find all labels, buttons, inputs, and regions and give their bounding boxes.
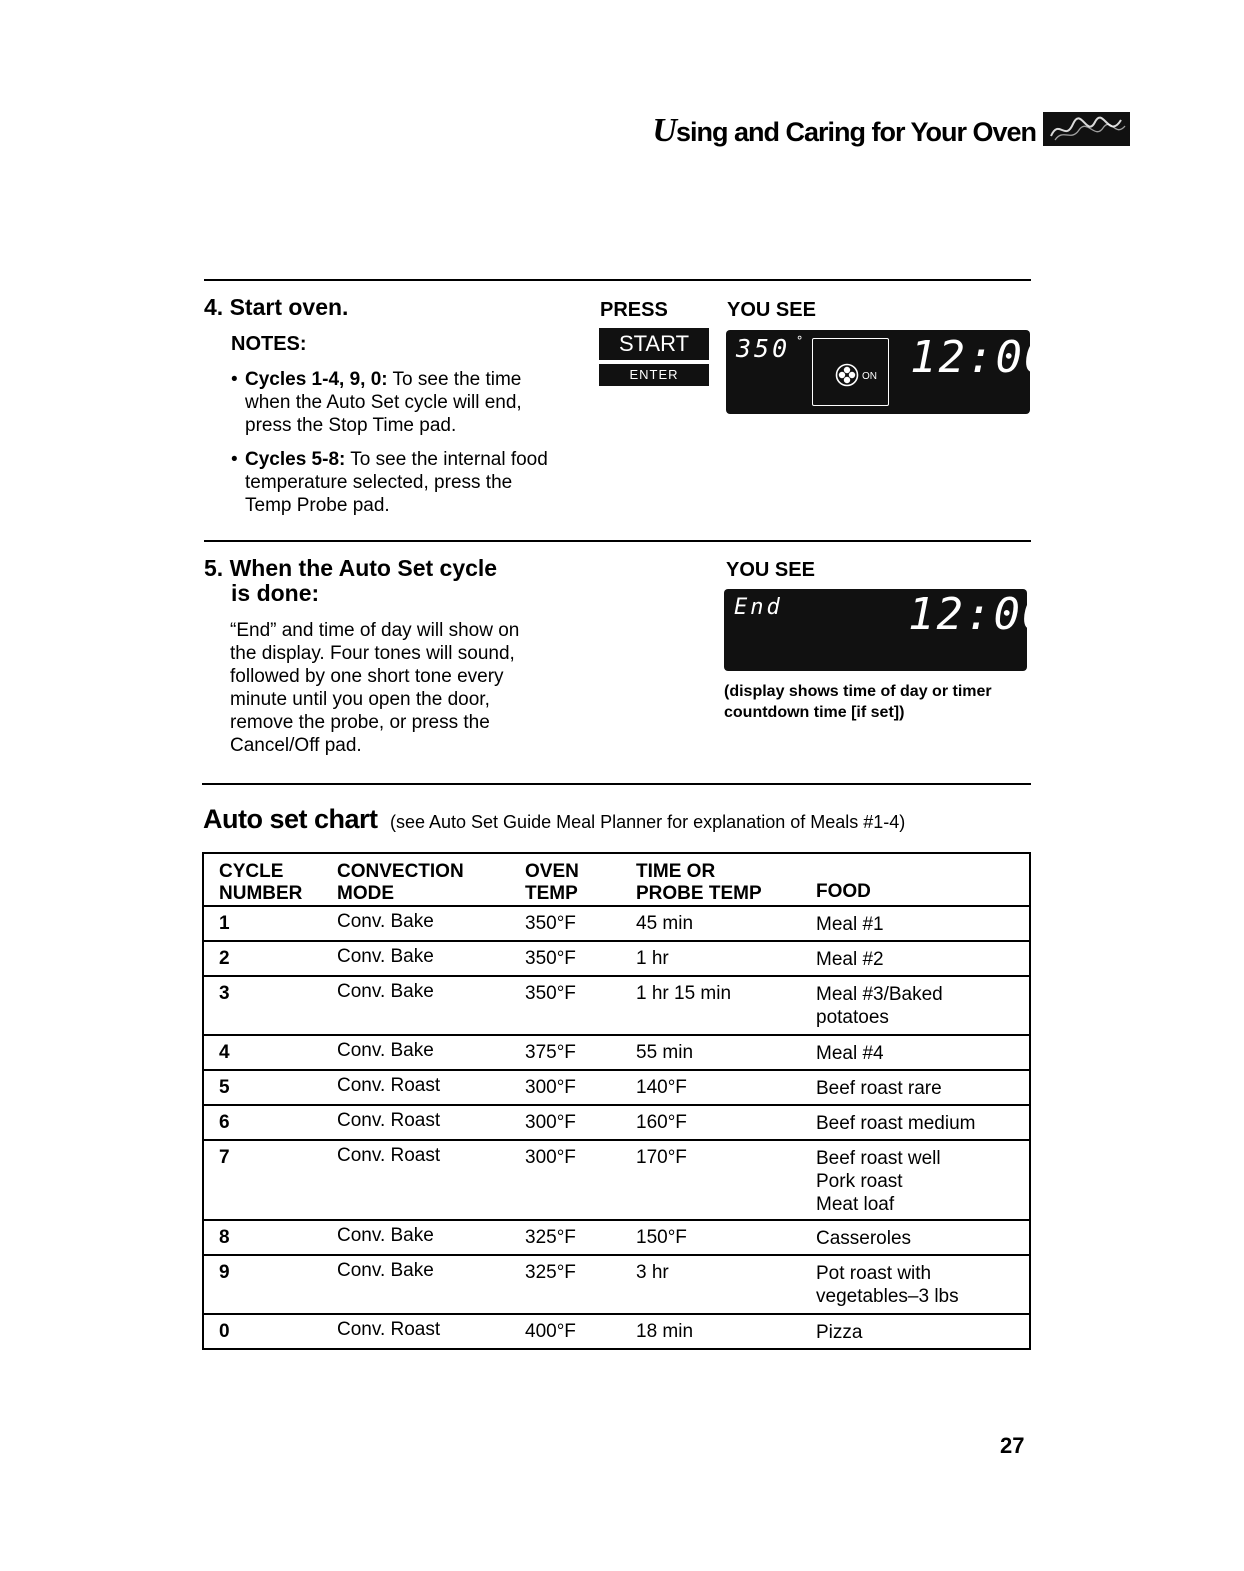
table-row: [203, 976, 1030, 1035]
food-line: Meal #3/Baked: [816, 984, 943, 1005]
oven-display-step4: [726, 330, 1053, 414]
food-line: Meat loaf: [816, 1194, 895, 1215]
cell-convection-mode: Conv. Bake: [337, 946, 434, 967]
chart-heading: [203, 804, 905, 835]
note2-bold: Cycles 5-8:: [245, 449, 346, 470]
header-oven-temp: OVEN TEMP: [525, 861, 579, 904]
header-title-initial: U: [652, 112, 676, 149]
display-on-label: ON: [862, 371, 877, 382]
food-line: Pot roast with: [816, 1263, 932, 1284]
table-row: [203, 1220, 1030, 1255]
cell-food: [816, 1220, 1030, 1255]
cell-cycle-number: 9: [219, 1262, 230, 1283]
start-pad-button: START: [599, 328, 709, 360]
food-line: Meal #4: [816, 1043, 884, 1064]
cell-food: [816, 906, 1030, 941]
cell-oven-temp: 400°F: [525, 1321, 576, 1342]
cell-time-probe-temp: 160°F: [636, 1112, 687, 1133]
cell-food: [816, 1035, 1030, 1070]
section-divider: [204, 279, 1031, 281]
header-time-probe-temp: TIME OR PROBE TEMP: [636, 861, 762, 904]
display-degree: °: [796, 334, 804, 348]
oven-display-step5: [724, 589, 1051, 671]
display-clock: 12:00: [910, 332, 1053, 383]
cell-time-probe-temp: 1 hr 15 min: [636, 983, 732, 1004]
notes-label: NOTES:: [231, 333, 307, 355]
display-temp-readout: 350: [736, 334, 791, 363]
section-divider: [202, 783, 1031, 785]
fan-icon: [835, 363, 859, 387]
cell-food: [816, 1255, 1030, 1314]
cell-oven-temp: 375°F: [525, 1042, 576, 1063]
cell-cycle-number: 8: [219, 1227, 230, 1248]
page-header-title: [652, 112, 1036, 150]
cell-food: [816, 1105, 1030, 1140]
cell-convection-mode: Conv. Bake: [337, 1040, 434, 1061]
food-line: Pizza: [816, 1322, 863, 1343]
cell-time-probe-temp: 3 hr: [636, 1262, 669, 1283]
cell-cycle-number: 2: [219, 948, 230, 969]
food-line: potatoes: [816, 1007, 889, 1028]
table-header-row: [203, 853, 1030, 906]
table-row: [203, 1035, 1030, 1070]
cell-convection-mode: Conv. Bake: [337, 981, 434, 1002]
cell-food: [816, 1314, 1030, 1349]
cell-time-probe-temp: 18 min: [636, 1321, 694, 1342]
cell-cycle-number: 1: [219, 913, 230, 934]
cell-time-probe-temp: 140°F: [636, 1077, 687, 1098]
table-row: [203, 1255, 1030, 1314]
page-number: 27: [1000, 1433, 1025, 1458]
cell-convection-mode: Conv. Bake: [337, 1225, 434, 1246]
step4-notes: [231, 368, 549, 517]
cell-oven-temp: 325°F: [525, 1262, 576, 1283]
display-end-readout: End: [734, 595, 783, 620]
table-row: [203, 1070, 1030, 1105]
cell-cycle-number: 6: [219, 1112, 230, 1133]
cell-convection-mode: Conv. Roast: [337, 1075, 441, 1096]
cell-oven-temp: 350°F: [525, 983, 576, 1004]
note1-bold: Cycles 1-4, 9, 0:: [245, 369, 388, 390]
food-line: Pork roast: [816, 1171, 903, 1192]
cell-convection-mode: Conv. Bake: [337, 911, 434, 932]
cell-oven-temp: 325°F: [525, 1227, 576, 1248]
chart-title: Auto set chart: [203, 804, 378, 834]
note-cycles-1-4: [231, 368, 549, 437]
note1-text: To see the time when the Auto Set cycle will end, press the Stop Time pad.: [245, 369, 522, 436]
enter-pad-label: ENTER: [599, 364, 709, 386]
cell-time-probe-temp: 150°F: [636, 1227, 687, 1248]
food-line: Meal #1: [816, 914, 884, 935]
brand-logo-icon: [1043, 112, 1130, 146]
cell-cycle-number: 7: [219, 1147, 230, 1168]
food-line: Beef roast rare: [816, 1078, 942, 1099]
cell-cycle-number: 0: [219, 1321, 230, 1342]
cell-convection-mode: Conv. Roast: [337, 1145, 441, 1166]
you-see-label: YOU SEE: [727, 299, 816, 321]
cell-food: [816, 1070, 1030, 1105]
table-row: [203, 1105, 1030, 1140]
cell-oven-temp: 300°F: [525, 1147, 576, 1168]
header-convection-mode: CONVECTION MODE: [337, 861, 464, 904]
step4-title: 4. Start oven.: [204, 294, 349, 320]
header-food: FOOD: [816, 881, 871, 902]
cell-oven-temp: 350°F: [525, 948, 576, 969]
table-row: [203, 1140, 1030, 1220]
food-line: vegetables–3 lbs: [816, 1286, 959, 1307]
note2-text: To see the internal food temperature selected, press the Temp Probe pad.: [245, 449, 548, 516]
food-line: Casseroles: [816, 1228, 912, 1249]
cell-oven-temp: 300°F: [525, 1112, 576, 1133]
cell-time-probe-temp: 55 min: [636, 1042, 694, 1063]
auto-set-chart-table: [202, 852, 1031, 1350]
cell-convection-mode: Conv. Roast: [337, 1110, 441, 1131]
cell-time-probe-temp: 170°F: [636, 1147, 687, 1168]
header-title-rest: sing and Caring for Your Oven: [675, 117, 1036, 147]
food-line: Beef roast well: [816, 1148, 941, 1169]
cell-cycle-number: 5: [219, 1077, 230, 1098]
cell-convection-mode: Conv. Roast: [337, 1319, 441, 1340]
step5-body: “End” and time of day will show on the display. Four tones will sound, followed by one short tone every minute until you open the door, remove the probe, or press the Cancel/Off pad.: [230, 620, 520, 756]
step5-title-line1: 5. When the Auto Set cycle: [204, 555, 498, 581]
cell-cycle-number: 3: [219, 983, 230, 1004]
display-caption: (display shows time of day or timer countdown time [if set]): [724, 683, 992, 721]
food-line: Beef roast medium: [816, 1113, 976, 1134]
cell-food: [816, 941, 1030, 976]
cell-cycle-number: 4: [219, 1042, 230, 1063]
cell-oven-temp: 300°F: [525, 1077, 576, 1098]
note-cycles-5-8: [231, 448, 549, 517]
header-cycle-number: CYCLE NUMBER: [219, 861, 303, 904]
convection-indicator: [812, 338, 889, 406]
cell-time-probe-temp: 45 min: [636, 913, 694, 934]
press-label: PRESS: [600, 299, 668, 321]
step5-title-line2: is done:: [231, 580, 320, 606]
step5-title: [204, 556, 497, 606]
cell-food: [816, 1140, 1030, 1220]
display-clock: 12:00: [908, 589, 1051, 640]
food-line: Meal #2: [816, 949, 884, 970]
cell-oven-temp: 350°F: [525, 913, 576, 934]
section-divider: [204, 540, 1031, 542]
cell-food: [816, 976, 1030, 1035]
cell-convection-mode: Conv. Bake: [337, 1260, 434, 1281]
table-row: [203, 941, 1030, 976]
chart-subtitle: (see Auto Set Guide Meal Planner for explanation of Meals #1-4): [389, 812, 906, 832]
table-row: [203, 906, 1030, 941]
table-row: [203, 1314, 1030, 1349]
cell-time-probe-temp: 1 hr: [636, 948, 669, 969]
you-see-label: YOU SEE: [726, 559, 815, 581]
